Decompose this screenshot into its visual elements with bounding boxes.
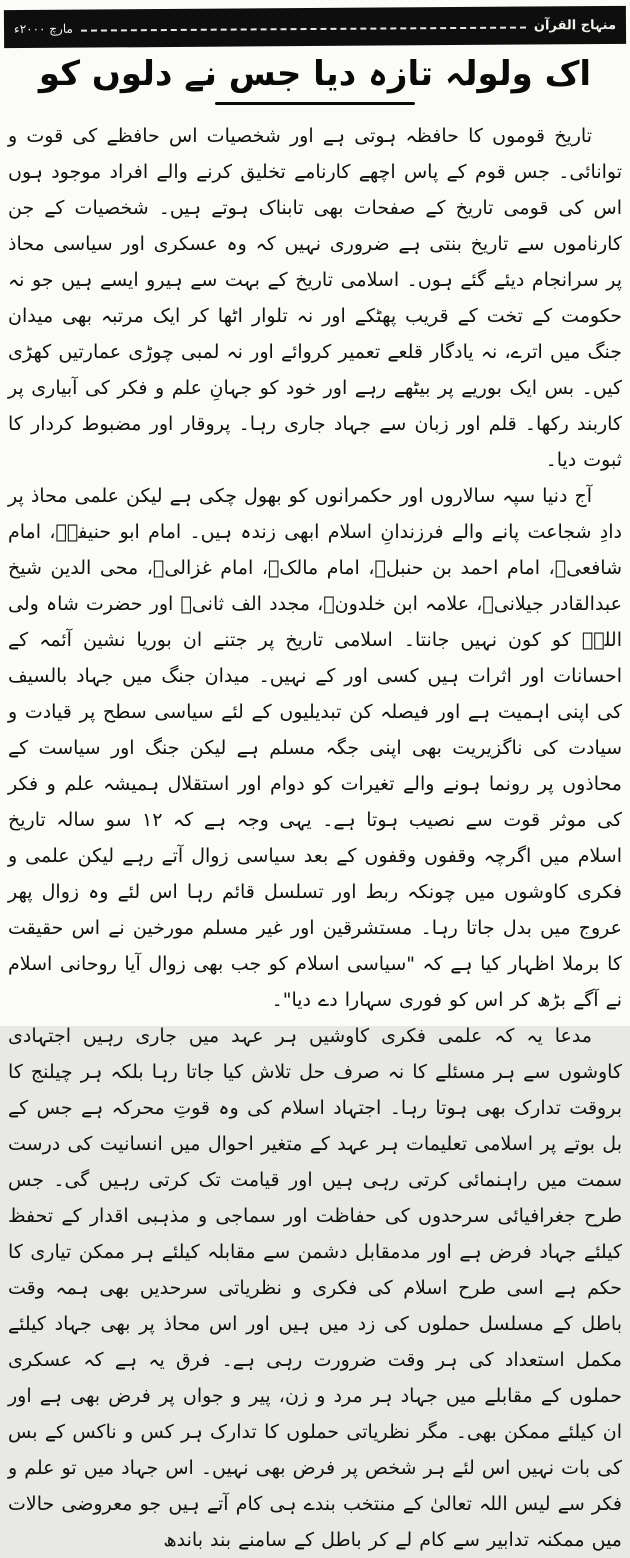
title-underline <box>215 102 415 105</box>
paragraph: تاریخ قوموں کا حافظہ ہوتی ہے اور شخصیات اس حافظے کی قوت و توانائی۔ جس قوم کے پاس اچھے کارنامے تخلیق کرنے والے افراد موجود ہوں اس کی قومی تاریخ کے صفحات بھی تابناک ہوتے ہیں۔ شخصیات کے جن کارناموں سے تاریخ بنتی ہے ضروری نہیں کہ وہ عسکری اور سیاسی محاذ پر سرانجام دیئے گئے ہوں۔ اسلامی تاریخ کے بہت سے ہیرو ایسے ہیں جو نہ حکومت کے تخت کے قریب پھٹکے اور نہ تلوار اٹھا کر ایک مرتبہ بھی میدان جنگ میں اترے، نہ یادگار قلعے تعمیر کروائے اور نہ لمبی چوڑی عمارتیں کھڑی کیں۔ بس ایک بوریے پر بیٹھے رہے اور خود کو جہانِ علم و فکر کی آبیاری پر کاربند رکھا۔ قلم اور زبان سے جہاد جاری رہا۔ پروقار اور مضبوط کردار کا ثبوت دیا۔ <box>8 125 622 471</box>
paragraph: آج دنیا سپہ سالاروں اور حکمرانوں کو بھول چکی ہے لیکن علمی محاذ پر دادِ شجاعت پانے والے فرزندانِ اسلام ابھی زندہ ہیں۔ امام ابو حنیفہؒ، امام شافعیؒ، امام احمد بن حنبلؒ، امام مالکؒ، امام غزالیؒ، محی الدین شیخ عبدالقادر جیلانیؒ، علامہ ابن خلدونؒ، مجدد الف ثانیؒ اور حضرت شاہ ولی اللہؒ کو کون نہیں جانتا۔ اسلامی تاریخ پر جتنے ان بوریا نشین آئمہ کے احسانات اور اثرات ہیں کسی اور کے نہیں۔ میدان جنگ میں جہاد بالسیف کی اپنی اہمیت ہے اور فیصلہ کن تبدیلیوں کے لئے سیاسی سطح پر قیادت و سیادت کی ناگزیریت بھی اپنی جگہ مسلم ہے لیکن جنگ اور سیاست کے محاذوں پر رونما ہونے والے تغیرات کو دوام اور استقلال ہمیشہ علم و فکر کی موثر قوت سے نصیب ہوتا ہے۔ یہی وجہ ہے کہ ۱۲ سو سالہ تاریخ اسلام میں اگرچہ وقفوں وقفوں کے بعد سیاسی زوال آتے رہے لیکن علمی و فکری کاوشوں میں چونکہ ربط اور تسلسل قائم رہا اس لئے وہ زوال پھر عروج میں بدل جاتا رہا۔ مستشرقین اور غیر مسلم مورخین نے اس حقیقت کا برملا اظہار کیا ہے کہ "سیاسی اسلام کو جب بھی زوال آیا روحانی اسلام نے آگے بڑھ کر اس کو فوری سہارا دے دیا"۔ <box>8 485 622 1011</box>
article-title: اک ولولہ تازہ دیا جس نے دلوں کو <box>38 54 592 94</box>
dashed-rule <box>81 27 526 32</box>
article-title-block <box>0 52 630 105</box>
issue-date: مارچ ۲۰۰۰ء <box>13 21 73 37</box>
article-body <box>8 118 622 1551</box>
magazine-name: منہاج القرآن <box>533 17 617 33</box>
paragraph: مدعا یہ کہ علمی فکری کاوشیں ہر عہد میں جاری رہیں اجتہادی کاوشوں سے ہر مسئلے کا نہ صرف حل تلاش کیا جاتا رہا بلکہ ہر چیلنج کا بروقت تدارک بھی ہوتا رہا۔ اجتہاد اسلام کی وہ قوتِ محرکہ ہے جس کے بل بوتے پر اسلامی تعلیمات ہر عہد کے متغیر احوال میں انسانیت کی درست سمت میں راہنمائی کرتی رہی ہیں اور قیامت تک کرتی رہیں گی۔ جس طرح جغرافیائی سرحدوں کی حفاظت اور سماجی و مذہبی اقدار کے تحفظ کیلئے جہاد فرض ہے اور مدمقابل دشمن سے مقابلہ کیلئے ہر ممکن تیاری کا حکم ہے اسی طرح اسلام کی فکری و نظریاتی سرحدیں بھی ہمہ وقت باطل کے مسلسل حملوں کی زد میں ہیں اور اس محاذ پر بھی جہاد کیلئے مکمل استعداد کی ہر وقت ضرورت رہی ہے۔ فرق یہ ہے کہ عسکری حملوں کے مقابلے میں جہاد ہر مرد و زن، پیر و جواں پر فرض بھی ہے اور ان کیلئے ممکن بھی۔ مگر نظریاتی حملوں کا تدارک ہر کس و ناکس کے بس کی بات نہیں اس لئے ہر شخص پر فرض بھی نہیں۔ اس جہاد میں تو علم و فکر سے لیس اللہ تعالیٰ کے منتخب بندے ہی کام آتے ہیں جو معروضی حالات میں ممکنہ تدابیر سے کام لے کر باطل کے سامنے بند باندھ <box>8 1025 622 1551</box>
masthead-banner <box>4 6 626 48</box>
